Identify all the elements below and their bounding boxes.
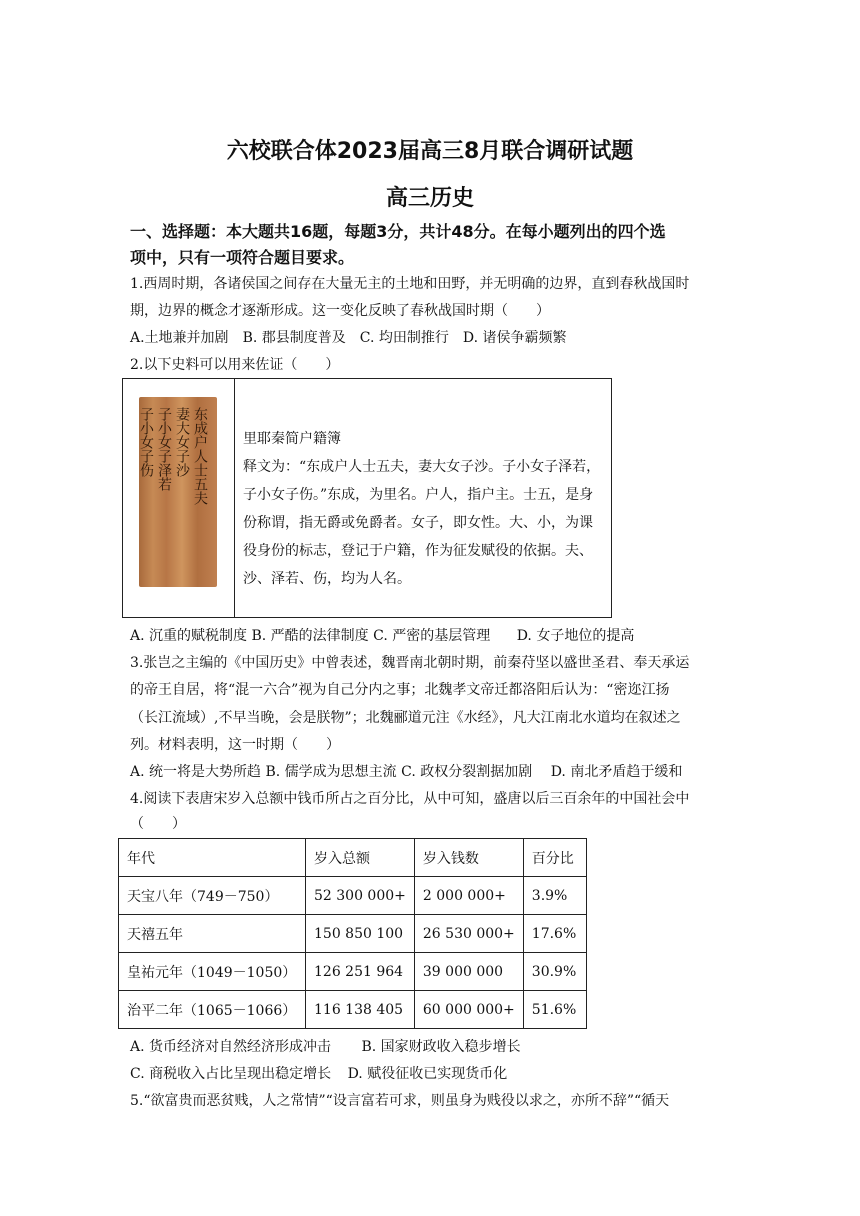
q3-stem-line2: 的帝王自居，将“混一六合”视为自己分内之事；北魏孝文帝迁都洛阳后认为：“密迩江扬 xyxy=(130,682,670,698)
table-row xyxy=(119,877,587,915)
source-translation: 释文为：“东成户人士五夫，妻大女子沙。子小女子泽若，子小女子伤。”东成，为里名。户人，指户主。士五，是身份称谓，指无爵或免爵者。女子，即女性。大、小，为课役身份的标志，登记于户籍，作为征发赋役的依据。夫、沙、泽若、伤，均为人名。 xyxy=(243,459,601,587)
section-heading-line1: 一、选择题：本大题共16题，每题3分，共计48分。在每小题列出的四个选 xyxy=(130,222,666,241)
table-header-cell: 年代 xyxy=(119,839,306,877)
q4-option-d: D. 赋役征收已实现货币化 xyxy=(347,1066,508,1082)
revenue-table xyxy=(118,838,587,1029)
q3-stem-line3: （长江流域）,不早当晚，会是朕物”；北魏郦道元注《水经》，凡大江南北水道均在叙述之 xyxy=(130,710,681,726)
q2-option-a: A. 沉重的赋税制度 xyxy=(130,628,248,644)
table-cell: 治平二年（1065－1066） xyxy=(119,991,306,1029)
slip-column-1: 东成户人士五夫 xyxy=(192,407,208,505)
q3-option-c: C. 政权分裂割据加剧 xyxy=(401,764,533,780)
section-heading-line2: 项中，只有一项符合题目要求。 xyxy=(130,248,355,267)
table-cell: 2 000 000+ xyxy=(414,877,523,915)
q1-option-a: A.土地兼并加剧 xyxy=(130,330,229,346)
q4-stem-line1: 4.阅读下表唐宋岁入总额中钱币所占之百分比，从中可知，盛唐以后三百余年的中国社会中 xyxy=(130,791,690,807)
q4-options-row1 xyxy=(130,1037,740,1057)
q5-stem-line1: 5.“欲富贵而恶贫贱，人之常情”“设言富若可求，则虽身为贱役以求之，亦所不辞”“循天 xyxy=(130,1093,670,1109)
table-cell: 30.9% xyxy=(523,953,586,991)
table-cell: 皇祐元年（1049－1050） xyxy=(119,953,306,991)
q2-stem: 2.以下史料可以用来佐证（ ） xyxy=(130,357,340,373)
slip-column-4: 子小女子伤 xyxy=(138,407,154,477)
source-box-divider xyxy=(234,379,235,617)
q3-stem-line4: 列。材料表明，这一时期（ ） xyxy=(130,737,340,753)
q2-option-c: C. 严密的基层管理 xyxy=(373,628,491,644)
slip-column-2: 妻大女子沙 xyxy=(174,407,190,477)
table-header-cell: 岁入钱数 xyxy=(414,839,523,877)
q4-option-a: A. 货币经济对自然经济形成冲击 xyxy=(130,1039,332,1055)
q1-option-d: D. 诸侯争霸频繁 xyxy=(462,330,567,346)
table-header-cell: 百分比 xyxy=(523,839,586,877)
q2-source-box xyxy=(122,378,612,618)
table-cell: 60 000 000+ xyxy=(414,991,523,1029)
table-header-row xyxy=(119,839,587,877)
exam-subtitle: 高三历史 xyxy=(385,186,474,211)
table-row xyxy=(119,915,587,953)
q3-option-a: A. 统一将是大势所趋 xyxy=(130,764,262,780)
table-cell: 17.6% xyxy=(523,915,586,953)
bamboo-slip-image xyxy=(139,397,217,587)
table-cell: 52 300 000+ xyxy=(306,877,415,915)
table-cell: 天禧五年 xyxy=(119,915,306,953)
q1-stem-line1: 1.西周时期，各诸侯国之间存在大量无主的土地和田野，并无明确的边界，直到春秋战国时 xyxy=(130,276,690,292)
q3-options xyxy=(130,762,740,782)
table-cell: 116 138 405 xyxy=(306,991,415,1029)
q2-option-d: D. 女子地位的提高 xyxy=(516,628,635,644)
q1-stem-line2: 期，边界的概念才逐渐形成。这一变化反映了春秋战国时期（ ） xyxy=(130,303,550,319)
q2-option-b: B. 严酷的法律制度 xyxy=(251,628,369,644)
table-cell: 126 251 964 xyxy=(306,953,415,991)
table-cell: 150 850 100 xyxy=(306,915,415,953)
q3-option-d: D. 南北矛盾趋于缓和 xyxy=(550,764,683,780)
source-text-block xyxy=(243,425,603,593)
q3-option-b: B. 儒学成为思想主流 xyxy=(265,764,397,780)
q2-options xyxy=(130,626,740,646)
table-cell: 39 000 000 xyxy=(414,953,523,991)
table-cell: 51.6% xyxy=(523,991,586,1029)
source-title: 里耶秦简户籍簿 xyxy=(243,431,341,447)
q4-option-c: C. 商税收入占比呈现出稳定增长 xyxy=(130,1066,332,1082)
q1-options xyxy=(130,328,740,348)
q1-option-c: C. 均田制推行 xyxy=(359,330,449,346)
q1-option-b: B. 郡县制度普及 xyxy=(242,330,346,346)
q4-option-b: B. 国家财政收入稳步增长 xyxy=(361,1039,521,1055)
exam-title: 六校联合体2023届高三8月联合调研试题 xyxy=(226,139,634,164)
table-row xyxy=(119,991,587,1029)
slip-column-3: 子小女子泽若 xyxy=(156,407,172,491)
q4-stem-line2: （ ） xyxy=(130,816,186,832)
table-cell: 26 530 000+ xyxy=(414,915,523,953)
q4-options-row2 xyxy=(130,1064,740,1084)
table-cell: 天宝八年（749－750） xyxy=(119,877,306,915)
table-header-cell: 岁入总额 xyxy=(306,839,415,877)
table-cell: 3.9% xyxy=(523,877,586,915)
q3-stem-line1: 3.张岂之主编的《中国历史》中曾表述，魏晋南北朝时期，前秦苻坚以盛世圣君、奉天承运 xyxy=(130,655,690,671)
table-row xyxy=(119,953,587,991)
